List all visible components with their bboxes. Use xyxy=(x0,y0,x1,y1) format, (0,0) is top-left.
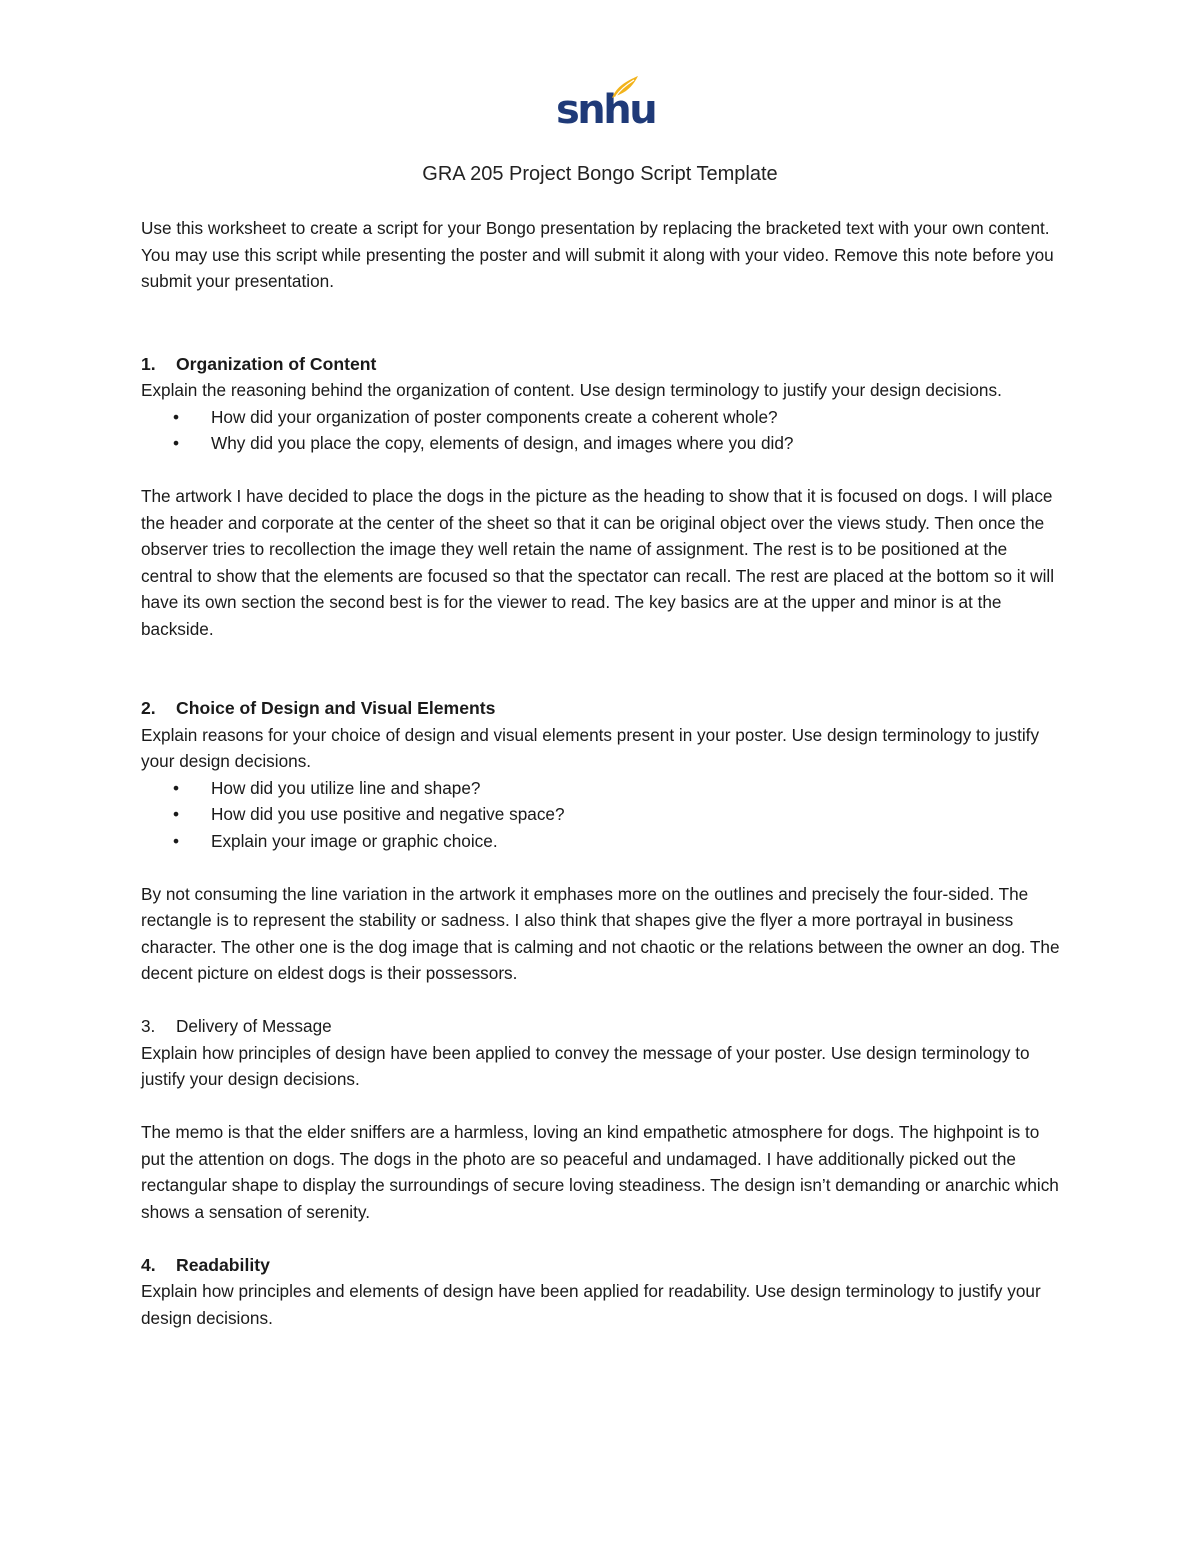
bullet-icon: • xyxy=(173,830,180,851)
section-prompt: Explain how principles of design have been applied to convey the message of your poster. Use design terminology to justify your design decisions. xyxy=(141,1042,1030,1089)
section-readability xyxy=(141,1252,1061,1332)
bullet-icon: • xyxy=(173,433,180,453)
section-title: Organization of Content xyxy=(176,353,377,374)
snhu-logo xyxy=(556,74,656,134)
bullet-icon: • xyxy=(173,804,180,824)
section-design-elements xyxy=(141,695,1061,987)
section-prompt: Explain the reasoning behind the organization of content. Use design terminology to justify your design decisions. xyxy=(141,380,1002,400)
section-organization xyxy=(141,351,1061,643)
document-title: GRA 205 Project Bongo Script Template xyxy=(422,163,778,185)
section-title: Readability xyxy=(176,1254,270,1275)
section-title: Delivery of Message xyxy=(176,1016,332,1036)
section-delivery-of-message xyxy=(141,1013,1061,1225)
section-title: Choice of Design and Visual Elements xyxy=(176,698,496,718)
bullet-list xyxy=(141,775,1061,855)
list-item: • How did your organization of poster components create a coherent whole? xyxy=(141,404,1061,431)
list-item: • Why did you place the copy, elements of design, and images where you did? xyxy=(141,430,1061,457)
list-item: • Explain your image or graphic choice. xyxy=(141,828,1061,855)
section-answer: The artwork I have decided to place the dogs in the picture as the heading to show that it is focused on dogs. I will place the header and corporate at the center of the sheet so that it can be original object over the views study. Then once the observer tries to recollection the image they well retain the name of assignment. The rest is to be positioned at the central to show that the elements are focused so that the spectator can recall. The rest are placed at the bottom so it will have its own section the second best is for the viewer to read. The key basics are at the upper and minor is at the backside. xyxy=(141,486,1055,639)
intro-paragraph: Use this worksheet to create a script for your Bongo presentation by replacing the bracketed text with your own content. You may use this script while presenting the poster and will submit it along with your video. Remove this note before you submit your presentation. xyxy=(141,218,1054,291)
list-item: • How did you use positive and negative space? xyxy=(141,801,1061,828)
section-prompt: Explain reasons for your choice of design and visual elements present in your poster. Use design terminology to justify your design decisions. xyxy=(141,724,1040,771)
bullet-icon: • xyxy=(173,777,180,798)
section-heading xyxy=(141,351,1061,378)
section-answer: The memo is that the elder sniffers are a harmless, loving an kind empathetic atmosphere for dogs. The highpoint is to put the attention on dogs. The dogs in the photo are so peaceful and undamaged. I have additionally picked out the rectangular shape to display the surroundings of secure loving steadiness. The design isn’t demanding or anarchic which shows a sensation of serenity. xyxy=(141,1122,1059,1222)
bullet-list xyxy=(141,404,1061,457)
bullet-icon: • xyxy=(173,406,180,427)
section-number: 2. xyxy=(141,698,156,718)
section-heading xyxy=(141,1252,1061,1279)
section-heading xyxy=(141,695,1061,722)
logo-text: snhu xyxy=(556,87,656,133)
leaf-icon xyxy=(610,74,640,100)
section-heading xyxy=(141,1013,1061,1040)
list-item: • How did you utilize line and shape? xyxy=(141,775,1061,802)
document-body xyxy=(141,215,1061,1331)
section-number: 4. xyxy=(141,1254,156,1275)
section-prompt: Explain how principles and elements of design have been applied for readability. Use design terminology to justify your design decisions. xyxy=(141,1281,1041,1328)
section-number: 1. xyxy=(141,353,156,374)
section-number: 3. xyxy=(141,1016,156,1036)
section-answer: By not consuming the line variation in the artwork it emphases more on the outlines and precisely the four-sided. The rectangle is to represent the stability or sadness. I also think that shapes give the flyer a more portrayal in business character. The other one is the dog image that is calming and not chaotic or the relations between the owner an dog. The decent picture on eldest dogs is their possessors. xyxy=(141,883,1060,983)
